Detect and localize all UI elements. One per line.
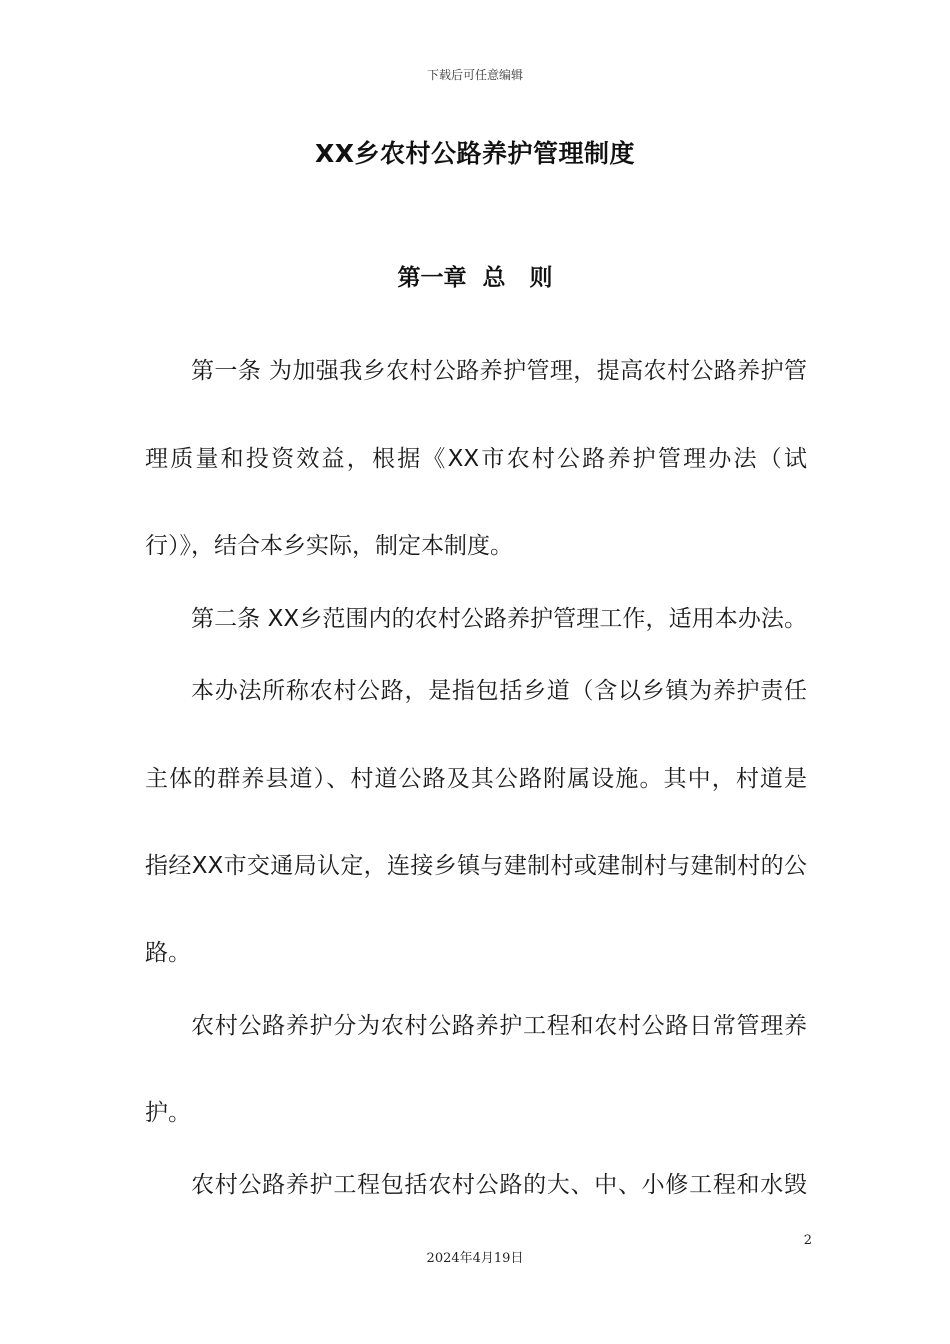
paragraph-line: 农村公路养护分为农村公路养护工程和农村公路日常管理养 (191, 1013, 807, 1039)
paragraph-line: 农村公路养护工程包括农村公路的大、中、小修工程和水毁 (191, 1172, 807, 1198)
paragraph-line: 护。 (145, 1100, 191, 1126)
paragraph-line: 理质量和投资效益，根据《XX市农村公路养护管理办法（试 (145, 446, 807, 472)
paragraph-line: 路。 (145, 940, 191, 966)
header-note: 下载后可任意编辑 (426, 68, 523, 82)
page-number: 2 (803, 1233, 812, 1248)
paragraph-line: 本办法所称农村公路，是指包括乡道（含以乡镇为养护责任 (191, 678, 807, 704)
paragraph-line: 第二条 XX乡范围内的农村公路养护管理工作，适用本办法。 (191, 606, 807, 632)
paragraph-line: 行）》，结合本乡实际，制定本制度。 (145, 533, 513, 559)
document-title: XX乡农村公路养护管理制度 (314, 139, 636, 168)
paragraph-line: 第一条 为加强我乡农村公路养护管理，提高农村公路养护管 (191, 358, 807, 384)
paragraph-line: 主体的群养县道）、村道公路及其公路附属设施。其中，村道是 (145, 766, 807, 792)
paragraph-line: 指经XX市交通局认定，连接乡镇与建制村或建制村与建制村的公 (145, 853, 807, 879)
footer-date: 2024年4月19日 (426, 1251, 524, 1266)
chapter-heading: 第一章 总 则 (397, 265, 553, 291)
